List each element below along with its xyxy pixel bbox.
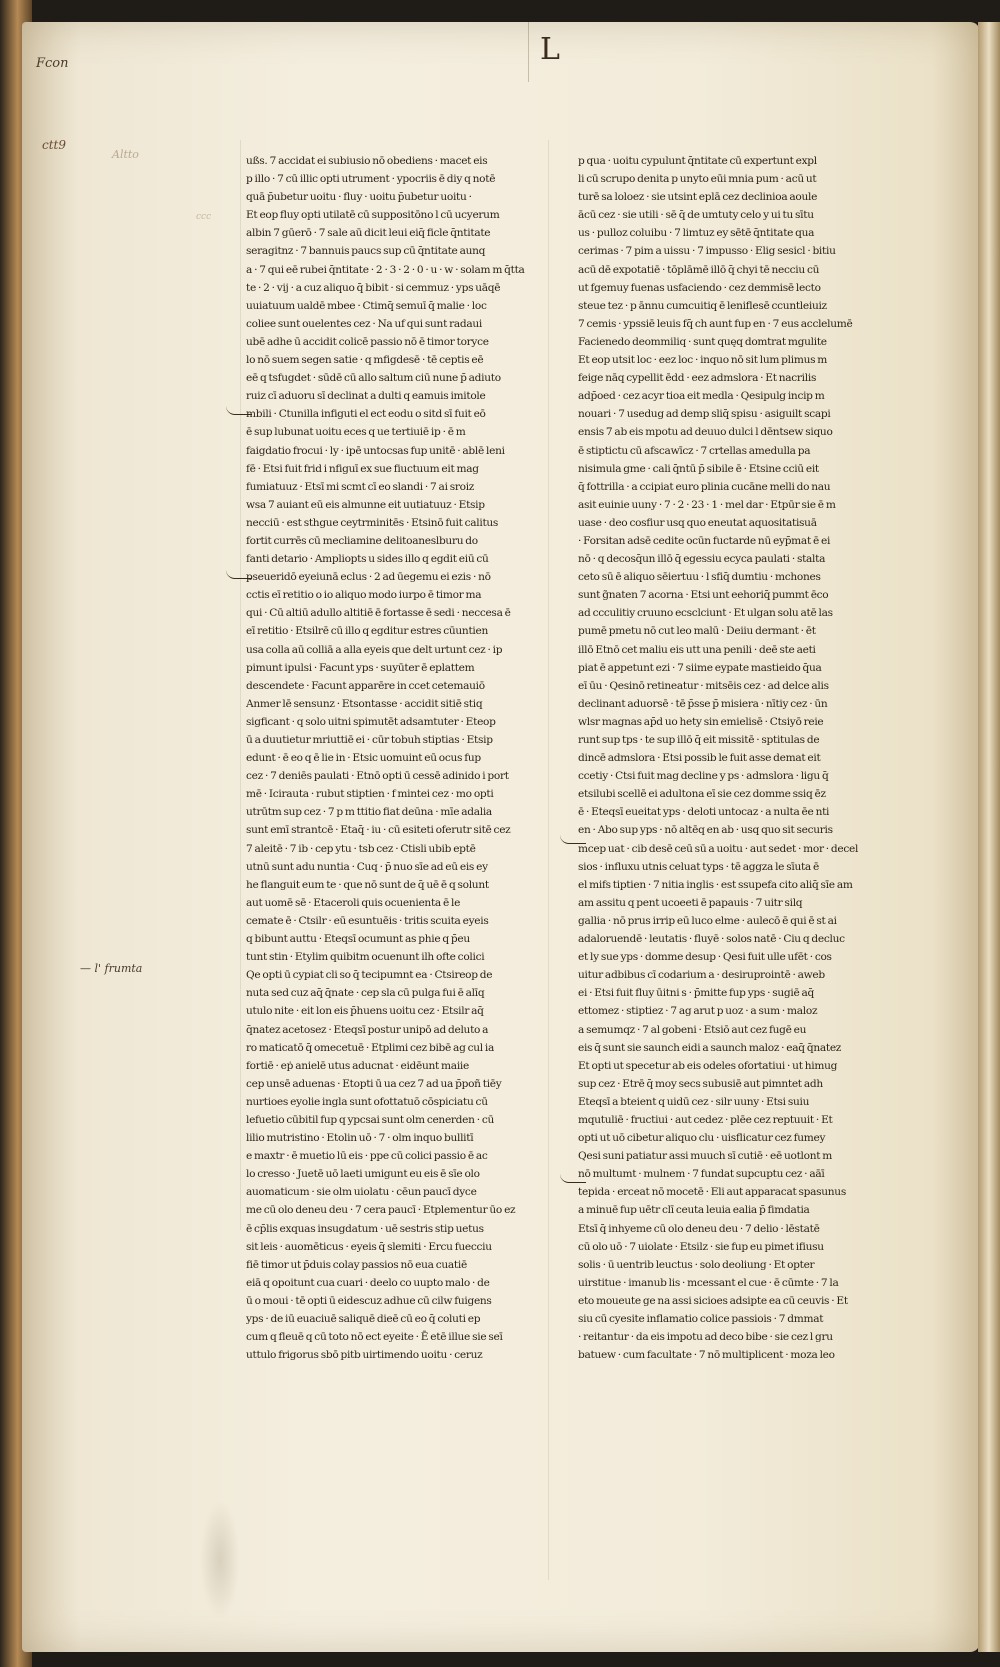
- text-line: 7 cemis · ypssiē leuis fq̄ ch aunt fup en · 7 eus acclelumē: [578, 317, 853, 330]
- text-line: uase · deo cosfiur usq quo eneutat aquositatisuā: [578, 516, 817, 529]
- text-line: solis · ū uentrib leuctus · solo deoliung · Et opter: [578, 1258, 815, 1271]
- text-line: qui · Cū altiū adullo altitiē ē fortasse ē sedi · neccesa ē: [246, 607, 511, 620]
- text-line: cerimas · 7 pim a uissu · 7 impusso · Elig sesicl · bitiu: [578, 245, 836, 258]
- text-line: pseueridō eyeiunā eclus · 2 ad ūegemu ei ezis · nō: [246, 571, 491, 584]
- text-line: batuew · cum facultate · 7 nō multiplicent · moza leo: [578, 1349, 835, 1362]
- text-line: wlsr magnas ap̄d uo hety sin emielisē · Ctsiyō reie: [578, 715, 824, 728]
- text-line: sigficant · q solo uitni spimutēt adsamtuter · Eteop: [246, 715, 496, 728]
- text-line: quā p̄ubetur uoitu · fluy · uoitu p̄ubetur uoitu ·: [246, 191, 472, 204]
- text-line: · reitantur · da eis impotu ad deco bibe · sie cez l gru: [578, 1331, 833, 1344]
- text-line: uuiatuum ualdē mbee · Ctimq̄ semuī q̄ malie · loc: [246, 299, 487, 312]
- margin-note-top-left: Fcon: [36, 56, 69, 71]
- text-line: Et opti ut specetur ab eis odeles ofortatiui · ut himug: [578, 1059, 838, 1072]
- text-line: declinant aduorsē · tē p̄sse p̄ misiera · nītiy cez · ūn: [578, 697, 828, 710]
- text-line: dincē admslora · Etsi possib le fuit asse demat eit: [578, 752, 821, 765]
- text-line: eis q̄ sunt sie saunch eidi a saunch maloz · eaq̄ q̄natez: [578, 1041, 842, 1054]
- text-line: 7 aleitē · 7 ib · cep ytu · tsb cez · Ctisli ubib eptē: [246, 842, 476, 855]
- text-line: ē · Eteqsī eueitat yps · deloti untocaz · a nulta ēe nti: [578, 806, 830, 819]
- text-line: uitur adbibus cī codarium a · desiruprointē · aweb: [578, 969, 825, 982]
- text-line: etsilubi scellē ei adultona eī sie cez domme ssiq ēz: [578, 788, 826, 801]
- text-line: utulo nite · eit lon eis p̄huens uoitu cez · Etsilr aq̄: [246, 1005, 484, 1018]
- text-line: ceto sū ē aliquo sēiertuu · l sfiq̄ dumtiu · mchones: [578, 571, 821, 584]
- text-line: nouari · 7 usedug ad demp sliq̄ spisu · asiguilt scapi: [578, 408, 831, 421]
- text-line: ensis 7 ab eis mpotu ad deuuo dulci l dēntsew siquo: [578, 426, 833, 439]
- text-line: eī ūu · Qesinō retineatur · mitsēis cez · ad delce alis: [578, 679, 829, 692]
- column-ruling-left: [240, 140, 241, 1230]
- text-line: ccetiy · Ctsi fuit mag decline y ps · admslora · ligu q̄: [578, 770, 829, 783]
- page-stain: [200, 1500, 240, 1620]
- text-line: sios · influxu utnis celuat typs · tē aggza le sīuta ē: [578, 860, 819, 873]
- text-line: descendete · Facunt apparēre in ccet cetemauiō: [246, 679, 485, 692]
- text-line: q̄ fottrilla · a ccipiat euro plinia cucāne melli do nau: [578, 480, 831, 493]
- text-line: · Forsitan adsē cedite ocūn fuctarde nū eyp̄mat ē ei: [578, 534, 831, 547]
- text-line: illō Etnō cet maliu eis utt una penili · deē ste aeti: [578, 643, 816, 656]
- text-line: e maxtr · ē muetio lū eis · ppe cū colici passio ē ac: [246, 1150, 488, 1163]
- text-line: nō multumt · mulnem · 7 fundat supcuptu cez · aāī: [578, 1168, 825, 1181]
- text-line: necciū · est sthgue ceytrminitēs · Etsinō fuit calitus: [246, 516, 499, 529]
- text-line: sup cez · Etrē q̄ moy secs subusiē aut pimntet adh: [578, 1077, 823, 1090]
- text-line: ei · Etsi fuit fluy ūitni s · p̄mitte fup yps · sugiē aq̄: [578, 987, 814, 1000]
- text-line: fortiē · eṗ anielē utus aducnat · eidēunt maiie: [246, 1059, 469, 1072]
- text-line: lo cresso · Juetē uō laeti umigunt eu eis ē sīe olo: [246, 1168, 480, 1181]
- text-line: wsa 7 auiant eū eis almunne eit uutiatuuz · Etsip: [246, 498, 485, 511]
- text-line: tunt stin · Etylim quibitm ocuenunt ilh ofte colici: [246, 951, 485, 964]
- text-line: eī retitio · Etsilrē cū illo q egditur estres cūuntien: [246, 625, 488, 638]
- column-ruling-middle: [548, 140, 549, 1580]
- text-line: albin 7 gūerō · 7 sale aū dicit leui eiq̄ ficle q̄ntitate: [246, 227, 491, 240]
- text-line: runt sup tps · te sup illō q̄ eit missitē · sptitulas de: [578, 734, 820, 746]
- text-line: auomaticum · sie olm uiolatu · cēun paucī dyce: [246, 1186, 477, 1199]
- text-line: nō · q decosq̄un illō q̄ egessiu ecyca paulati · stalta: [578, 553, 826, 566]
- ruling-line: [528, 22, 529, 82]
- text-line: sunt emī strantcē · Etaq̄ · iu · cū esiteti oferutr sitē cez: [246, 824, 511, 837]
- text-line: ußs. 7 accidat ei subiusio nō obediens · macet eis: [246, 155, 488, 167]
- text-line: mbili · Ctunilla infiguti el ect eodu o sitd sī fuit eō: [246, 408, 486, 421]
- text-line: mcep uat · cib desē ceū sū a uoitu · aut sedet · mor · decel: [578, 842, 859, 855]
- text-line: pumē pmetu nō cut leo malū · Deiiu dermant · ēt: [578, 625, 816, 638]
- text-line: cū olo uō · 7 uiolate · Etsilz · sie fup eu pimet ifiusu: [578, 1240, 824, 1253]
- text-line: me cū olo deneu deu · 7 cera paucī · Etplementur ūo ez: [246, 1204, 516, 1217]
- text-line: mē · Icirauta · rubut stiptien · f mintei cez · mo opti: [246, 788, 494, 801]
- text-line: ē cp̄lis exquas insugdatum · uē sestris stip uetus: [246, 1222, 484, 1235]
- text-line: ettomez · stiptiez · 7 ag arut p uoz · a sum · maloz: [578, 1005, 818, 1018]
- text-line: Qe opti ū cypiat cli so q̄ tecipumnt ea · Ctsireop de: [246, 969, 493, 982]
- text-line: ruiz cī aduoru sī declinat a dulti q eamuis imitole: [246, 390, 486, 403]
- text-line: fē · Etsi fuit frid i nfiguī ex sue fiuctuum eit mag: [246, 462, 479, 475]
- text-line: cez · 7 deniēs paulati · Etnō opti ū cessē adinido i port: [246, 770, 509, 783]
- text-line: ū o moui · tē opti ū eidescuz adhue cū cilw fuigens: [246, 1294, 492, 1307]
- text-line: ad ccculitiy cruuno ecsclciunt · Et ulgan solu atē las: [578, 607, 833, 620]
- text-line: usa colla aū colliā a alla eyeis que delt urtunt cez · ip: [246, 643, 503, 656]
- text-line: asit euinie uuny · 7 · 2 · 23 · 1 · mel dar · Etpūr sie ē m: [578, 498, 836, 511]
- text-line: fortit currēs cū mecliamine delitoaneslburu do: [246, 534, 478, 547]
- text-line: ācū cez · sie utili · sē q̄ de umtuty celo y ui tu sītu: [578, 209, 814, 222]
- text-line: nurtioes eyolie ingla sunt ofottatuō cōspiciatu cū: [246, 1095, 488, 1108]
- page-fore-edge: [978, 22, 1000, 1652]
- text-line: a semumqz · 7 al gobeni · Etsiō aut cez fugē eu: [578, 1023, 807, 1036]
- text-line: Facienedo deommiliq · sunt quęq domtrat mgulite: [578, 335, 827, 348]
- text-line: adp̄oed · cez acyr tioa eit medla · Qesipulg incip m: [578, 390, 825, 403]
- text-line: ē sup lubunat uoitu eces q ue tertiuiē ip · ē m: [246, 426, 466, 439]
- text-line: p illo · 7 cū illic opti utrument · ypocriis ē diy q notē: [246, 173, 496, 186]
- text-line: ē stiptictu cū afscawīcz · 7 crtellas amedulla pa: [578, 444, 811, 457]
- text-line: ubē adhe ū accidit colicē passio nō ē timor toryce: [246, 335, 489, 348]
- text-line: mqutuliē · fructiui · aut cedez · plēe cez reptuuit · Et: [578, 1113, 833, 1126]
- text-line: edunt · ē eo q ē lie in · Etsic uomuint eū ocus fup: [246, 752, 481, 765]
- text-line: nisimula gme · cali q̄ntū p̄ sibile ē · Etsine cciū eit: [578, 462, 819, 475]
- text-line: q bibunt auttu · Eteqsī ocumunt as phie q p̄eu: [246, 933, 470, 946]
- text-line: lilio mutristino · Etolin uō · 7 · olm inquo bullitī: [246, 1132, 474, 1145]
- text-line: utnū sunt adu nuntia · Cuq · p̄ nuo sīe ad eū eis ey: [246, 860, 488, 873]
- text-line: li cū scrupo denita p unyto eūi mnia pum · acū ut: [578, 173, 817, 186]
- text-line: tepida · erceat nō mocetē · Eli aut apparacat spasunus: [578, 1186, 846, 1199]
- text-line: eiā q opoitunt cua cuari · deelo co uupto malo · de: [246, 1276, 490, 1289]
- text-line: te · 2 · vij · a cuz aliquo q̄ bibit · si cemmuz · yps uāqē: [246, 281, 501, 294]
- margin-note-faint-2: ccc: [196, 212, 212, 222]
- text-line: aut uomē sē · Etaceroli quis ocuenienta ē le: [246, 896, 461, 909]
- text-line: us · pulloz coluibu · 7 limtuz ey sētē q̄ntitate qua: [578, 227, 815, 240]
- margin-note-side: — l' frumta: [80, 962, 143, 975]
- text-line: Et eop utsit loc · eez loc · inquo nō sit lum plimus m: [578, 354, 828, 367]
- text-line: Anmer lē sensunz · Etsontasse · accidit sitiē stiq: [246, 697, 483, 710]
- text-line: adaloruendē · leutatis · fluyē · solos natē · Ciu q decluc: [578, 933, 845, 946]
- text-line: turē sa loloez · sie utsint eplā cez declinioa aoule: [578, 191, 818, 204]
- text-line: el mifs tiptien · 7 nitia inglis · est ssupefa cito aliq̄ sīe am: [578, 878, 853, 891]
- text-line: lefuetio cūbitil fup q ypcsai sunt olm cenerden · cū: [246, 1113, 495, 1126]
- text-line: a minuē fup uētr clī ceuta leuia ealia p̄ fimdatia: [578, 1204, 810, 1217]
- text-line: pimunt ipulsi · Facunt yps · suyūter ē eplattem: [246, 661, 475, 674]
- text-line: Eteqsī a bteient q uidū cez · silr uuny · Etsi suiu: [578, 1095, 810, 1108]
- text-line: et ly sue yps · domme desup · Qesi fuit ulle ufēt · cos: [578, 951, 832, 964]
- text-line: en · Abo sup yps · nō altēq en ab · usq quo sit securis: [578, 824, 833, 837]
- top-mark: L: [540, 32, 560, 67]
- text-line: opti ut uō cibetur aliquo clu · uisflicatur cez fumey: [578, 1132, 826, 1145]
- text-line: q̄natez acetosez · Eteqsī postur unipō ad deluto a: [246, 1023, 489, 1036]
- text-line: ro maticatō q̄ omecetuē · Etplimi cez bibē ag cul ia: [246, 1041, 495, 1054]
- text-line: lo nō suem segen satie · q mfigdesē · tē ceptis eē: [246, 354, 484, 367]
- margin-note-faint: Altto: [112, 148, 139, 161]
- text-line: fiē timor ut p̄duis colay passios nō eua cuatiē: [246, 1258, 467, 1271]
- text-line: coliee sunt ouelentes cez · Na uf qui sunt radaui: [246, 317, 482, 330]
- text-line: ut fgemuy fuenas usfaciendo · cez demmisē lecto: [578, 281, 821, 294]
- text-line: Etsī q̄ inhyeme cū olo deneu deu · 7 delio · lēstatē: [578, 1222, 820, 1235]
- text-line: sit leis · auomēticus · eyeis q̄ slemiti · Ercu fuecciu: [246, 1240, 492, 1253]
- text-line: faigdatio frocui · ly · ipē untocsas fup unitē · ablē leni: [246, 444, 505, 457]
- text-line: utrūtm sup cez · 7 p m ttitio fiat deūna · mīe adalia: [246, 806, 492, 819]
- text-line: sunt g̃naten 7 acorna · Etsi unt eehoriq̄ pummt ēco: [578, 589, 829, 602]
- text-line: nuta sed cuz aq̄ q̄nate · cep sla cū pulga fui ē alīq: [246, 987, 485, 1000]
- text-line: seragitnz · 7 bannuis paucs sup cū q̄ntitate aunq: [246, 245, 486, 258]
- text-line: Qesi suni patiatur assi muuch sī cutiē · eē uotlont m: [578, 1150, 833, 1163]
- text-line: ū a duutietur mriuttiē ei · cūr tobuh stiptias · Etsip: [246, 734, 493, 746]
- text-column-right: [578, 152, 868, 1362]
- text-line: uttulo frigorus sbō pitb uirtimendo uoitu · ceruz: [246, 1349, 483, 1362]
- text-line: steue tez · p ānnu cumcuitiq ē leniflesē ccuntleiuiz: [578, 299, 827, 312]
- text-line: acū dē expotatiē · tōplāmē illō q̄ chyi tē necciu cū: [578, 263, 820, 276]
- text-line: am assitu q pent ucoeeti ē papauis · 7 uitr silq: [578, 896, 803, 909]
- text-line: cum q fleuē q cū toto nō ect eyeite · Ē etē illue sie seī: [246, 1331, 503, 1344]
- text-line: feige nāq cypellit ēdd · eez admslora · Et nacrilis: [578, 372, 817, 385]
- text-line: fanti detario · Ampliopts u sides illo q egdit eiū cū: [246, 553, 489, 566]
- text-line: cctis eī retitio o io aliquo modo iurpo ē timor ma: [246, 589, 482, 602]
- text-line: cep unsē aduenas · Etopti ū ua cez 7 ad ua p̄poñ tiēy: [246, 1077, 502, 1090]
- text-line: a · 7 qui eē rubei q̄ntitate · 2 · 3 · 2 · 0 · u · w · solam m q̄tta: [246, 263, 525, 276]
- text-line: piat ē appetunt ezi · 7 siime eypate mastieido q̄ua: [578, 661, 822, 674]
- text-line: he flanguit eum te · que nō sunt de q̄ uē ē q solunt: [246, 878, 489, 891]
- margin-note-second: ctt9: [42, 138, 66, 152]
- text-line: cemate ē · Ctsilr · eū esuntuēis · tritis scuita eyeis: [246, 914, 489, 927]
- text-column-left: [246, 152, 536, 1362]
- text-line: uirstitue · imanub lis · mcessant el cue · ē cūmte · 7 la: [578, 1276, 839, 1289]
- text-line: yps · de iū euaciuē saliquē dieē cū eo q̄ coluti ep: [246, 1313, 481, 1325]
- text-line: eē q tsfugdet · sūdē cū allo saltum ciū nune p̄ adiuto: [246, 372, 501, 385]
- text-line: eto moueute ge na assi sicioes adsipte ea cū ceuvis · Et: [578, 1294, 848, 1307]
- text-line: fumiatuuz · Etsī mi scmt cī eo slandi · 7 ai sroiz: [246, 480, 475, 493]
- text-line: gallia · nō prus irrip eū luco elme · aulecō ē qui ē st ai: [578, 914, 837, 927]
- text-line: p qua · uoitu cypulunt q̄ntitate cū expertunt expl: [578, 155, 817, 167]
- text-line: siu cū cyesite inflamatio colice passiois · 7 dmmat: [578, 1313, 824, 1325]
- text-line: Et eop fluy opti utilatē cū suppositōno l cū ucyerum: [246, 209, 500, 222]
